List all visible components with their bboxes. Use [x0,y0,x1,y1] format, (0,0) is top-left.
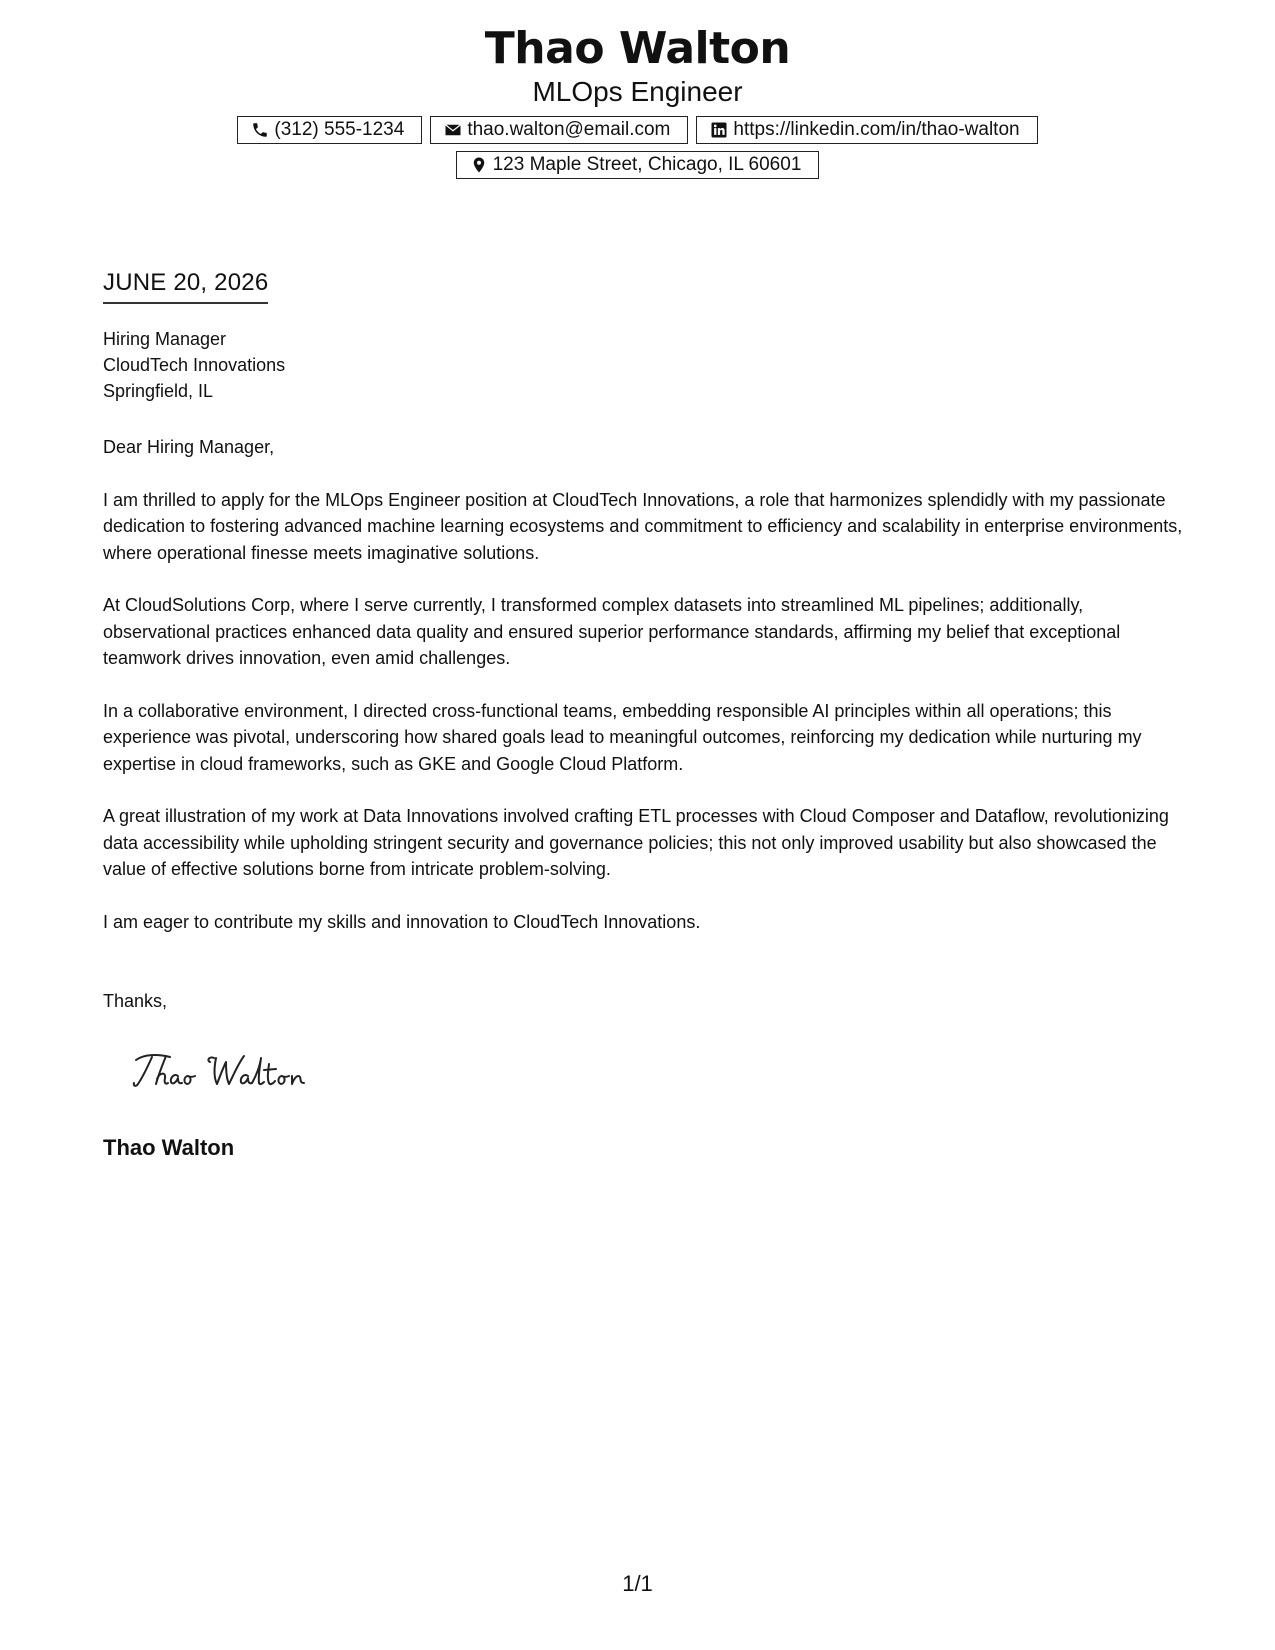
recipient-location: Springfield, IL [103,381,214,401]
map-pin-icon [470,156,488,174]
closing: Thanks, [103,991,168,1011]
linkedin-text: https://linkedin.com/in/thao-walton [733,119,1020,140]
job-title: MLOps Engineer [532,76,743,107]
letter-date-block [103,268,268,304]
body-paragraph: A great illustration of my work at Data Innovations involved crafting ETL processes with Cloud Composer and Dataflow, revolutionizing data accessibility while upholding stringent security and governance policies; this not only improved usability but also showcased the value of effective solutions borne from intricate problem-solving. [103,806,1169,879]
applicant-name: Thao Walton [484,23,791,74]
letter-date: JUNE 20, 2026 [103,268,268,304]
body-paragraph: In a collaborative environment, I directed cross-functional teams, embedding responsible AI principles within all operations; this experience was pivotal, underscoring how shared goals lead to meaningful outcomes, reinforcing my dedication while nurturing my expertise in cloud frameworks, such as GKE and Google Cloud Platform. [103,700,1142,774]
envelope-icon [444,121,462,139]
email-chip[interactable] [430,116,688,144]
recipient-company: CloudTech Innovations [103,355,286,375]
linkedin-chip[interactable] [696,116,1037,144]
phone-text: (312) 555-1234 [274,119,405,140]
body-paragraph: At CloudSolutions Corp, where I serve currently, I transformed complex datasets into streamlined ML pipelines; additionally, observational practices enhanced data quality and ensured superior performance standards, affirming my belief that exceptional teamwork drives innovation, even amid challenges. [103,595,1121,668]
recipient-block [103,326,285,404]
phone-chip[interactable] [237,116,422,144]
phone-icon [251,121,269,139]
page-number: 1/1 [622,1571,653,1596]
contact-row [0,116,1275,144]
address-chip[interactable] [456,151,820,179]
body-paragraph: I am thrilled to apply for the MLOps Engineer position at CloudTech Innovations, a role that harmonizes splendidly with my passionate dedication to fostering advanced machine learning ecosystems and commitment to efficiency and scalability in enterprise environments, where operational finesse meets imaginative solutions. [103,489,1183,563]
address-text: 123 Maple Street, Chicago, IL 60601 [492,154,802,175]
handwritten-signature [130,1046,330,1101]
salutation: Dear Hiring Manager, [103,437,275,457]
letter-body [103,434,1183,961]
linkedin-icon [710,121,728,139]
email-text: thao.walton@email.com [467,119,671,140]
contact-row-address [0,151,1275,179]
recipient-line: Hiring Manager [103,329,227,349]
letter-header [0,22,1275,179]
signer-name: Thao Walton [103,1135,235,1160]
body-paragraph: I am eager to contribute my skills and innovation to CloudTech Innovations. [103,911,701,932]
